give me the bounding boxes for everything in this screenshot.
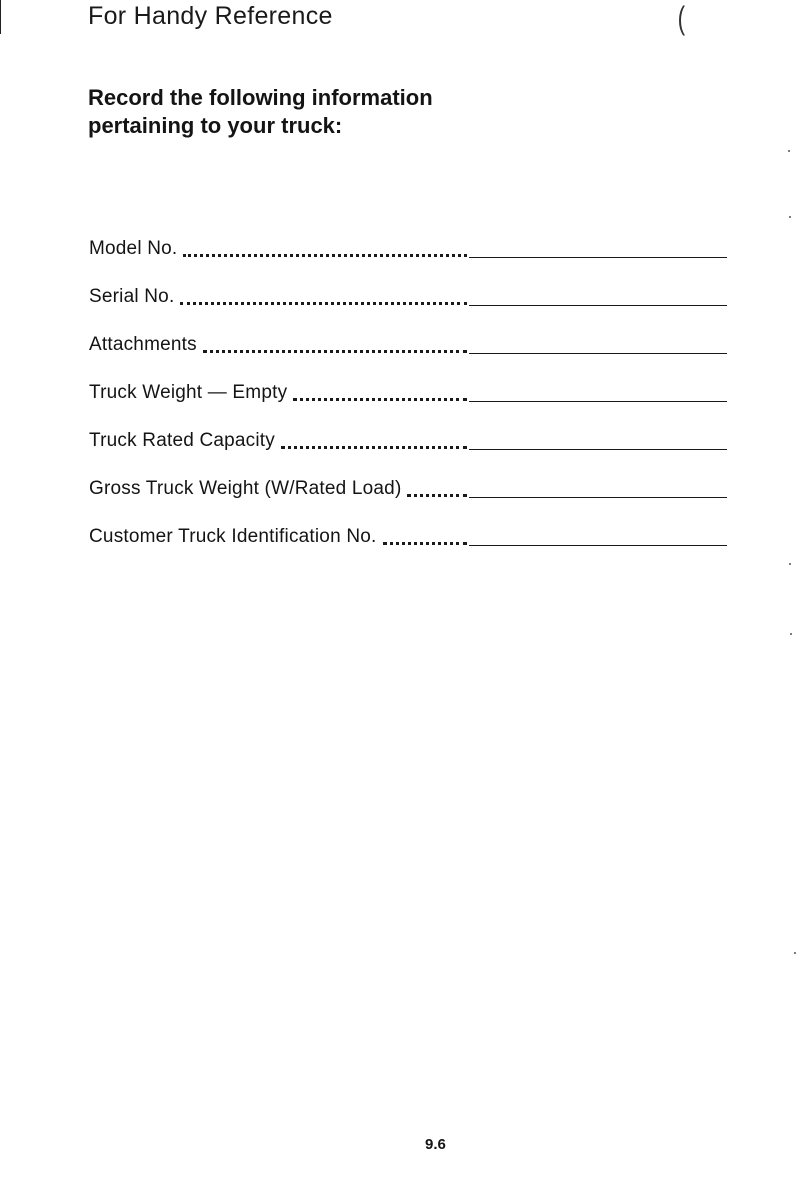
form-row-customer-truck-id	[89, 522, 729, 552]
scan-edge-mark	[0, 0, 1, 34]
form-row-serial-no	[89, 282, 729, 312]
leader-dots	[281, 446, 467, 449]
page-title: For Handy Reference	[88, 2, 333, 30]
field-label-gross-truck-weight: Gross Truck Weight (W/Rated Load)	[89, 478, 402, 499]
truck-weight-empty-blank[interactable]	[469, 401, 727, 402]
leader-dots	[407, 494, 467, 497]
leader-dots	[203, 350, 467, 353]
truck-rated-capacity-blank[interactable]	[469, 449, 727, 450]
field-label-serial-no: Serial No.	[89, 286, 175, 307]
form-row-truck-weight-empty	[89, 378, 729, 408]
field-label-attachments: Attachments	[89, 334, 197, 355]
field-label-customer-truck-id: Customer Truck Identification No.	[89, 526, 377, 547]
customer-truck-id-blank[interactable]	[469, 545, 727, 546]
scan-speck	[788, 150, 790, 152]
scan-speck	[794, 952, 796, 954]
form-row-model-no	[89, 234, 729, 264]
model-no-blank[interactable]	[469, 257, 727, 258]
intro-heading-line-1: Record the following information	[88, 85, 433, 110]
form-row-attachments	[89, 330, 729, 360]
scan-speck	[790, 633, 792, 635]
field-label-truck-rated-capacity: Truck Rated Capacity	[89, 430, 275, 451]
form-row-truck-rated-capacity	[89, 426, 729, 456]
serial-no-blank[interactable]	[469, 305, 727, 306]
scan-speck	[789, 563, 791, 565]
leader-dots	[180, 302, 467, 305]
intro-heading-line-2: pertaining to your truck:	[88, 113, 343, 138]
intro-heading	[88, 84, 433, 140]
field-label-truck-weight-empty: Truck Weight — Empty	[89, 382, 288, 403]
scan-speck	[789, 216, 791, 218]
page-number: 9.6	[425, 1136, 446, 1153]
field-label-model-no: Model No.	[89, 238, 178, 259]
leader-dots	[383, 542, 467, 545]
gross-truck-weight-blank[interactable]	[469, 497, 727, 498]
leader-dots	[183, 254, 467, 257]
leader-dots	[293, 398, 467, 401]
attachments-blank[interactable]	[469, 353, 727, 354]
form-row-gross-truck-weight	[89, 474, 729, 504]
margin-paren-mark: (	[677, 0, 686, 36]
